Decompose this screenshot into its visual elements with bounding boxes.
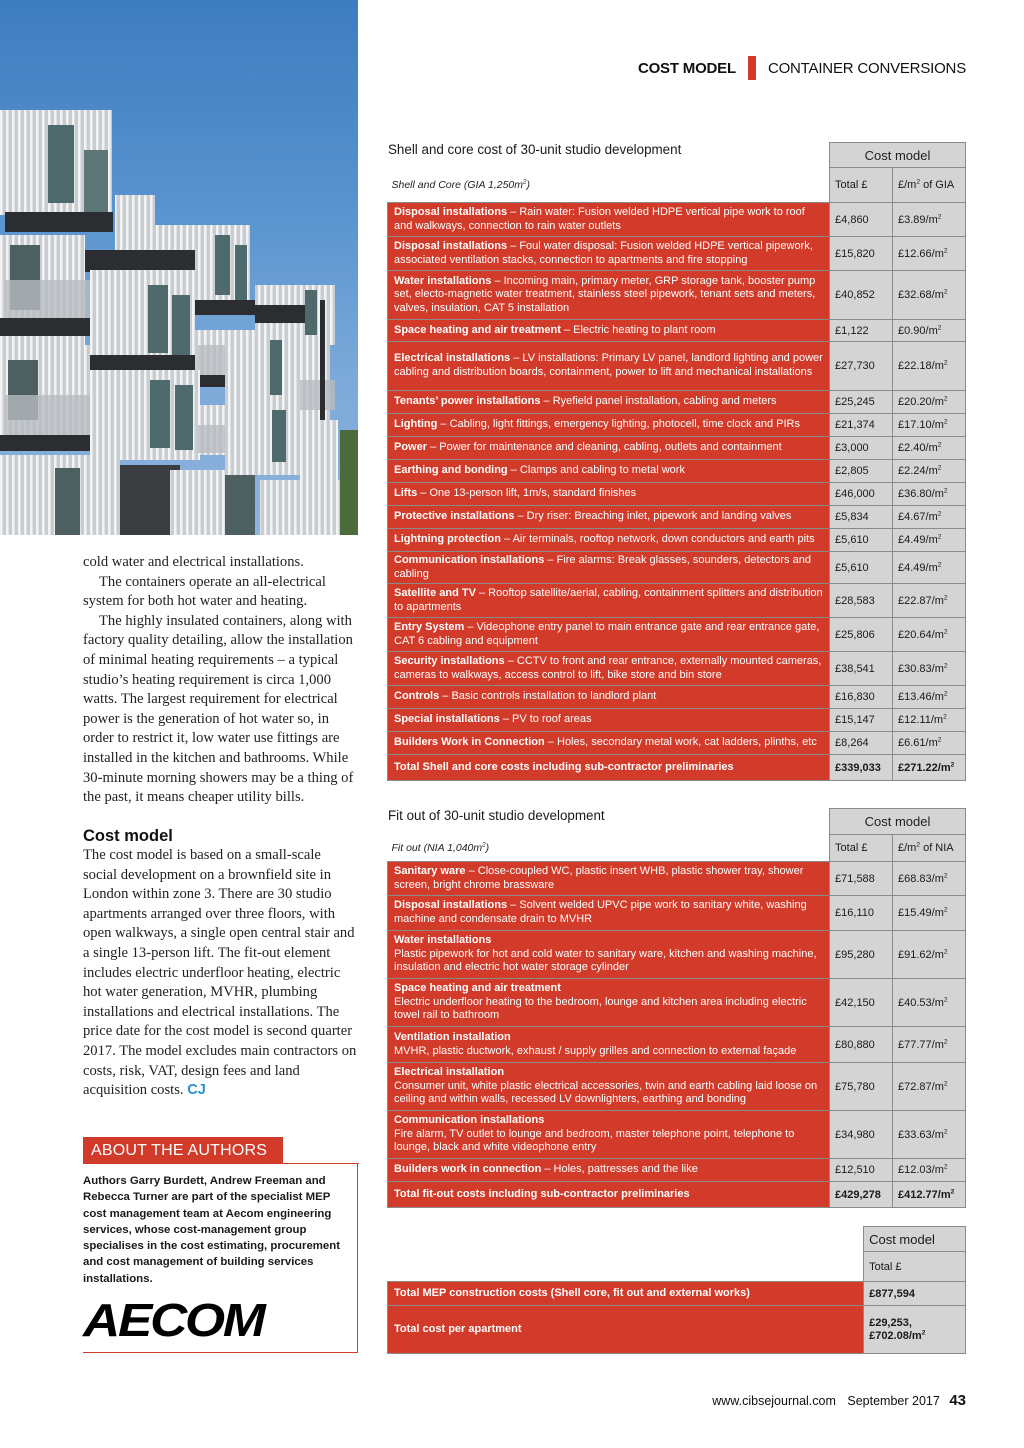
item-detail: Air terminals, rooftop network, down conductors and earth pits <box>512 533 815 546</box>
item-total: £15,147 <box>830 709 893 732</box>
rate-value: £32.68/m <box>898 289 944 301</box>
item-total: £4,860 <box>830 203 893 237</box>
body-paragraph: The containers operate an all-electrical system for both hot water and heating. <box>83 573 326 610</box>
item-description: Controls – Basic controls installation to landlord plant <box>388 686 830 709</box>
rate-sup: 2 <box>950 1187 955 1195</box>
summary-label: Total cost per apartment <box>388 1306 864 1354</box>
item-total: £15,820 <box>830 237 893 271</box>
item-total: £75,780 <box>830 1063 893 1111</box>
item-rate <box>893 271 966 320</box>
item-detail: Fire alarm, TV outlet to lounge and bedroom, master telephone point, telephone to lounge, black and white videophone entry <box>394 1127 795 1154</box>
item-description: Disposal installations – Solvent welded UPVC pipe work to sanitary white, washing machine and condensate drain to MVHR <box>388 896 830 931</box>
rate-value: £68.83/m <box>898 872 944 885</box>
item-name: Entry System <box>394 621 465 634</box>
rate-value: £30.83/m <box>898 662 944 675</box>
item-rate <box>893 391 966 414</box>
item-total: £40,852 <box>830 271 893 320</box>
summary-value: £877,594 <box>864 1282 966 1306</box>
item-total: £8,264 <box>830 732 893 755</box>
rate-sup: 2 <box>943 246 948 254</box>
grand-total-rate <box>893 755 966 781</box>
item-detail: Cabling, light fittings, emergency lighting, photocell, time clock and PIRs <box>449 418 800 431</box>
rate-value: £20.64/m <box>898 628 944 641</box>
rate-sup: 2 <box>943 418 948 426</box>
item-name: Earthing and bonding <box>394 464 508 477</box>
table-row <box>388 237 966 271</box>
fitout-table-body <box>388 862 966 1208</box>
table-row <box>388 320 966 342</box>
rate-value: £2.40/m <box>898 442 938 454</box>
item-detail: Plastic pipework for hot and cold water to sanitary ware, kitchen and washing machine, insulation and electric hot water storage cylinder <box>394 947 817 974</box>
rate-sup: 2 <box>943 1079 948 1087</box>
area-close: ) <box>485 841 490 854</box>
item-rate <box>893 584 966 618</box>
item-total: £25,806 <box>830 618 893 652</box>
item-name: Water installations <box>394 274 492 287</box>
rate-sup: 2 <box>943 487 948 495</box>
item-total: £21,374 <box>830 414 893 437</box>
rate-sup: 2 <box>937 441 942 449</box>
item-detail: PV to roof areas <box>512 713 592 726</box>
item-description: Electrical installations – LV installations: Primary LV panel, landlord lighting and power cabling and distribution boards, containment, power to lift and mechanical installations <box>388 342 830 391</box>
item-rate <box>893 979 966 1027</box>
item-description: Entry System – Videophone entry panel to main entrance gate and rear entrance gate, CAT 6 cabling and equipment <box>388 618 830 652</box>
item-description: Earthing and bonding – Clamps and cabling to metal work <box>388 460 830 483</box>
rate-sup: 2 <box>950 761 955 769</box>
rate-value: £15.49/m <box>898 907 944 919</box>
item-detail: Ryefield panel installation, cabling and meters <box>552 395 777 408</box>
item-detail: Rain water: Fusion welded HDPE vertical pipe work to roof and walkways, connection to rain water outlets <box>394 205 805 232</box>
item-description <box>388 1027 830 1063</box>
item-rate <box>893 506 966 529</box>
table-row <box>388 1159 966 1182</box>
item-rate <box>893 237 966 271</box>
container-building-illustration <box>0 0 358 535</box>
rate-suffix: of NIA <box>920 842 954 854</box>
table-row <box>388 483 966 506</box>
item-rate <box>893 342 966 391</box>
table-row <box>388 1111 966 1159</box>
item-description: Lighting – Cabling, light fittings, emergency lighting, photocell, time clock and PIRs <box>388 414 830 437</box>
table-subheader-row <box>388 835 966 862</box>
item-total: £12,510 <box>830 1159 893 1182</box>
table-row <box>388 506 966 529</box>
item-name: Builders work in connection <box>394 1163 542 1176</box>
item-name: Electrical installation <box>394 1066 505 1079</box>
authors-bio: Authors Garry Burdett, Andrew Freeman and Rebecca Turner are part of the specialist MEP cost management team at Aecom engineering services, whose cost-management group specialises in the cost estimating, procurement and cost management of building services installations. <box>83 1175 341 1285</box>
table-row <box>388 529 966 552</box>
value-line-1: £29,253, <box>869 1316 912 1329</box>
item-rate <box>893 1027 966 1063</box>
cj-signoff: CJ <box>187 1082 206 1099</box>
rate-value: £13.46/m <box>898 691 944 704</box>
grand-total: £429,278 <box>830 1182 893 1208</box>
rate-sup: 2 <box>937 533 942 541</box>
item-total: £2,805 <box>830 460 893 483</box>
item-rate <box>893 552 966 584</box>
grand-total-rate <box>893 1182 966 1208</box>
item-name: Disposal installations <box>394 205 508 218</box>
cost-model-header: Cost model <box>830 809 966 835</box>
rate-value: £4.67/m <box>898 511 938 523</box>
table-row <box>388 1063 966 1111</box>
item-description <box>388 931 830 979</box>
total-label: Total Shell and core costs including sub-contractor preliminaries <box>388 755 830 781</box>
item-description <box>388 1111 830 1159</box>
item-total: £71,588 <box>830 862 893 896</box>
item-total: £16,110 <box>830 896 893 931</box>
page-footer <box>712 1392 966 1409</box>
item-description: Communication installations – Fire alarms: Break glasses, sounders, detectors and cabling <box>388 552 830 584</box>
rate-sup: 2 <box>943 1163 948 1171</box>
item-name: Power <box>394 441 428 454</box>
item-detail: Basic controls installation to landlord plant <box>451 690 657 703</box>
area-label <box>388 168 830 203</box>
item-rate <box>893 652 966 686</box>
table-row <box>388 203 966 237</box>
item-rate <box>893 203 966 237</box>
item-rate <box>893 896 966 931</box>
cost-model-header: Cost model <box>830 143 966 168</box>
item-total: £46,000 <box>830 483 893 506</box>
item-description: Lightning protection – Air terminals, rooftop network, down conductors and earth pits <box>388 529 830 552</box>
rate-value: £22.18/m <box>898 360 944 372</box>
area-label-text: Shell and Core (GIA 1,250m <box>391 178 524 191</box>
item-detail: Electric heating to plant room <box>573 323 716 336</box>
rate-suffix: of GIA <box>920 179 955 191</box>
item-description: Water installations – Incoming main, primary meter, GRP storage tank, booster pump set, electo-magnetic water treatment, stainless steel pipework, tenant sets and meters, valves, insulation, CAT 5 installation <box>388 271 830 320</box>
item-detail: Solvent welded UPVC pipe work to sanitary white, washing machine and condensate drain to MVHR <box>394 899 807 925</box>
item-rate <box>893 1063 966 1111</box>
table-row <box>388 686 966 709</box>
table-row <box>388 552 966 584</box>
item-rate <box>893 529 966 552</box>
container-housing-photo <box>0 0 358 535</box>
col-rate-header <box>893 835 966 862</box>
table-row <box>388 732 966 755</box>
item-detail: CCTV to front and rear entrance, externally mounted cameras, cameras to walkways, access control to lift, bike store and bin store <box>394 655 822 681</box>
item-total: £80,880 <box>830 1027 893 1063</box>
rate-value: £22.87/m <box>898 594 944 607</box>
item-description <box>388 979 830 1027</box>
summary-cost-table <box>387 1226 966 1354</box>
rate-sup: 2 <box>943 395 948 403</box>
item-description <box>388 1063 830 1111</box>
total-row <box>388 1182 966 1208</box>
rate-value: £77.77/m <box>898 1038 944 1051</box>
rate-sup: 2 <box>916 841 921 849</box>
rate-sup: 2 <box>943 1127 948 1135</box>
rate-sup: 2 <box>937 510 942 518</box>
item-description: Sanitary ware – Close-coupled WC, plastic insert WHB, plastic shower tray, shower screen, bright chrome brassware <box>388 862 830 896</box>
item-name: Communication installations <box>394 554 545 566</box>
item-detail: LV installations: Primary LV panel, landlord lighting and power cabling and distribution boards, containment, power to lift and mechanical installations <box>394 352 823 378</box>
item-detail: Power for maintenance and cleaning, cabling, outlets and containment <box>439 441 782 454</box>
item-total: £28,583 <box>830 584 893 618</box>
rate-unit: £/m <box>898 842 917 854</box>
table-row <box>388 618 966 652</box>
item-rate <box>893 414 966 437</box>
summary-label: Total MEP construction costs (Shell core, fit out and external works) <box>388 1282 864 1306</box>
item-description: Lifts – One 13-person lift, 1m/s, standard finishes <box>388 483 830 506</box>
section-label: COST MODEL <box>637 59 736 77</box>
item-rate <box>893 460 966 483</box>
item-total: £25,245 <box>830 391 893 414</box>
item-detail: Fire alarms: Break glasses, sounders, detectors and cabling <box>394 554 811 580</box>
item-total: £1,122 <box>830 320 893 342</box>
item-total: £38,541 <box>830 652 893 686</box>
item-total: £42,150 <box>830 979 893 1027</box>
item-name: Protective installations <box>394 510 515 523</box>
rate-sup: 2 <box>937 560 942 568</box>
shell-core-cost-table <box>387 142 966 781</box>
rate-sup: 2 <box>943 690 948 698</box>
table-subheader-row <box>388 168 966 203</box>
table-row <box>388 652 966 686</box>
issue-date: September 2017 <box>847 1394 940 1408</box>
page-number: 43 <box>949 1392 966 1409</box>
item-name: Electrical installations <box>394 352 511 365</box>
rate-sup: 2 <box>943 288 948 296</box>
item-description: Builders work in connection – Holes, pattresses and the like <box>388 1159 830 1182</box>
body-paragraph: The highly insulated containers, along with factory quality detailing, allow the installation of minimal heating requirements – a typical studio’s heating requirement is circa 1,000 watts. The largest requirement for electrical power is the generation of hot water so, in order to restrict it, low water use fittings are installed in the kitchen and bathrooms. While 30-minute morning showers may be a thing of the past, it means cheaper utility bills. <box>83 612 354 806</box>
rate-value: £72.87/m <box>898 1080 944 1093</box>
rate-value: £91.62/m <box>898 948 944 961</box>
table-row <box>388 391 966 414</box>
rate-sup: 2 <box>916 178 921 186</box>
item-name: Satellite and TV <box>394 587 476 600</box>
item-rate <box>893 862 966 896</box>
item-name: Space heating and air treatment <box>394 323 561 336</box>
rate-value: £17.10/m <box>898 419 944 431</box>
item-description: Protective installations – Dry riser: Breaching inlet, pipework and landing valves <box>388 506 830 529</box>
total-row <box>388 755 966 781</box>
summary-row <box>388 1306 966 1354</box>
item-name: Security installations <box>394 655 505 668</box>
article-body-continued <box>83 553 358 808</box>
item-detail: Holes, pattresses and the like <box>553 1163 698 1176</box>
item-total: £5,610 <box>830 552 893 584</box>
rate-sup: 2 <box>943 1037 948 1045</box>
item-total: £27,730 <box>830 342 893 391</box>
item-total: £5,610 <box>830 529 893 552</box>
rate-value: £6.61/m <box>898 737 938 750</box>
item-description: Tenants’ power installations – Ryefield panel installation, cabling and meters <box>388 391 830 414</box>
table-row <box>388 342 966 391</box>
item-name: Lighting <box>394 418 438 431</box>
journal-url: www.cibsejournal.com <box>712 1394 836 1408</box>
header-divider-bar <box>748 56 756 80</box>
cost-model-text: The cost model is based on a small-scale social development on a brownfield site in London within zone 3. There are 30 studio apartments arranged over three floors, with open walkways, a single open central stair and a single 13-person lift. The fit-out element includes electric underfloor heating, electric hot water generation, MVHR, plumbing installations and electrical installations. The price date for the cost model is second quarter 2017. The model excludes main contractors on costs, risk, VAT, design fees and land acquisition costs. <box>83 847 357 1099</box>
summary-row <box>388 1282 966 1306</box>
table-row <box>388 437 966 460</box>
item-name: Lightning protection <box>394 533 501 546</box>
rate-value: £2.24/m <box>898 465 938 477</box>
rate-sup: 2 <box>943 662 948 670</box>
item-description: Satellite and TV – Rooftop satellite/aerial, cabling, containment splitters and distribution to apartments <box>388 584 830 618</box>
value-line-2: £702.08/m <box>869 1329 922 1342</box>
rate-unit: £/m <box>898 179 917 191</box>
item-description: Disposal installations – Rain water: Fusion welded HDPE vertical pipe work to roof and walkways, connection to rain water outlets <box>388 203 830 237</box>
item-description: Disposal installations – Foul water disposal: Fusion welded HDPE vertical pipework, associated ventilation stacks, connection to apartments and fire stopping <box>388 237 830 271</box>
item-total: £95,280 <box>830 931 893 979</box>
item-detail: One 13-person lift, 1m/s, standard finishes <box>429 487 637 500</box>
rate-sup: 2 <box>943 628 948 636</box>
item-rate <box>893 1111 966 1159</box>
item-description: Special installations – PV to roof areas <box>388 709 830 732</box>
area-sup: 2 <box>482 841 486 849</box>
rate-value: £12.11/m <box>898 714 944 727</box>
item-rate <box>893 709 966 732</box>
table-row <box>388 931 966 979</box>
col-total-header: Total £ <box>830 168 893 203</box>
item-total: £5,834 <box>830 506 893 529</box>
item-rate <box>893 437 966 460</box>
item-total: £3,000 <box>830 437 893 460</box>
item-rate <box>893 618 966 652</box>
shell-table-title: Shell and core cost of 30-unit studio development <box>388 142 682 157</box>
item-name: Ventilation installation <box>394 1030 511 1043</box>
total-label: Total fit-out costs including sub-contractor preliminaries <box>388 1182 830 1208</box>
about-the-authors-box <box>83 1137 358 1353</box>
running-header <box>638 56 966 80</box>
item-detail: Close-coupled WC, plastic insert WHB, plastic shower tray, shower screen, bright chrome brassware <box>394 864 804 891</box>
area-label <box>388 835 830 862</box>
rate-sup: 2 <box>943 906 948 914</box>
table-row <box>388 896 966 931</box>
body-paragraph: cold water and electrical installations. <box>83 554 304 570</box>
rate-value: £4.49/m <box>898 561 938 574</box>
item-description: Power – Power for maintenance and cleaning, cabling, outlets and containment <box>388 437 830 460</box>
item-name: Communication installations <box>394 1114 545 1127</box>
cost-model-header: Cost model <box>864 1227 966 1252</box>
rate-sup: 2 <box>943 594 948 602</box>
about-authors-heading: ABOUT THE AUTHORS <box>83 1137 283 1164</box>
area-close: ) <box>526 178 531 191</box>
table-row <box>388 709 966 732</box>
rate-value: £271.22/m <box>898 761 951 774</box>
item-name: Special installations <box>394 713 500 726</box>
rate-value: £12.03/m <box>898 1164 944 1176</box>
item-detail: Holes, secondary metal work, cat ladders, plinths, etc <box>557 736 817 749</box>
item-detail: Clamps and cabling to metal work <box>519 464 685 477</box>
col-total-header: Total £ <box>864 1252 966 1282</box>
item-detail: Electric underfloor heating to the bedroom, lounge and kitchen area including electric towel rail to bathroom <box>394 995 807 1022</box>
item-total: £34,980 <box>830 1111 893 1159</box>
rate-sup: 2 <box>943 713 947 721</box>
item-description: Space heating and air treatment – Electric heating to plant room <box>388 320 830 342</box>
table-subheader-row <box>388 1252 966 1282</box>
cost-model-section <box>83 826 358 1101</box>
item-rate <box>893 1159 966 1182</box>
rate-value: £33.63/m <box>898 1128 944 1141</box>
item-name: Controls <box>394 690 440 703</box>
fitout-table-title: Fit out of 30-unit studio development <box>388 808 605 823</box>
topic-label: CONTAINER CONVERSIONS <box>767 59 966 77</box>
item-detail: Videophone entry panel to main entrance gate and rear entrance gate, CAT 6 cabling and equipment <box>394 621 820 647</box>
item-rate <box>893 483 966 506</box>
table-row <box>388 584 966 618</box>
rate-value: £20.20/m <box>898 396 944 408</box>
item-name: Disposal installations <box>394 899 508 912</box>
rate-sup: 2 <box>937 736 942 744</box>
aecom-logo: AECOM <box>83 1294 264 1346</box>
rate-value: £412.77/m <box>898 1188 951 1201</box>
rate-value: £40.53/m <box>898 996 944 1009</box>
shell-table-body <box>388 203 966 781</box>
table-header-row <box>388 1227 966 1252</box>
rate-sup: 2 <box>937 464 942 472</box>
item-detail: Dry riser: Breaching inlet, pipework and landing valves <box>526 510 792 523</box>
table-row <box>388 1027 966 1063</box>
item-description: Builders Work in Connection – Holes, secondary metal work, cat ladders, plinths, etc <box>388 732 830 755</box>
rate-sup: 2 <box>943 359 948 367</box>
table-row <box>388 271 966 320</box>
rate-value: £36.80/m <box>898 488 944 500</box>
item-name: Tenants’ power installations <box>394 395 541 408</box>
rate-value: £0.90/m <box>898 324 938 337</box>
summary-value <box>864 1306 966 1354</box>
item-name: Sanitary ware <box>394 864 466 877</box>
rate-sup: 2 <box>937 323 942 331</box>
item-total: £16,830 <box>830 686 893 709</box>
col-total-header: Total £ <box>830 835 893 862</box>
item-name: Disposal installations <box>394 239 508 252</box>
item-rate <box>893 320 966 342</box>
item-description: Security installations – CCTV to front and rear entrance, externally mounted cameras, cameras to walkways, access control to lift, bike store and bin store <box>388 652 830 686</box>
item-detail: Incoming main, primary meter, GRP storage tank, booster pump set, electo-magnetic water treatment, stainless steel pipework, tenant sets and meters, valves, insulation, CAT 5 installation <box>394 274 816 314</box>
table-header-row <box>388 143 966 168</box>
item-name: Lifts <box>394 487 418 500</box>
col-rate-header <box>893 168 966 203</box>
item-name: Builders Work in Connection <box>394 736 545 749</box>
item-rate <box>893 732 966 755</box>
item-detail: Foul water disposal: Fusion welded HDPE vertical pipework, associated ventilation stacks, connection to apartments and fire stopping <box>394 239 813 266</box>
item-name: Space heating and air treatment <box>394 982 561 995</box>
item-detail: Rooftop satellite/aerial, cabling, containment splitters and distribution to apartments <box>394 587 823 613</box>
table-row <box>388 979 966 1027</box>
area-sup: 2 <box>523 178 527 186</box>
item-detail: Consumer unit, white plastic electrical accessories, twin and earth cabling laid loose on ceiling and within walls, recessed LV downlighters, earthing and bonding <box>394 1079 818 1106</box>
rate-sup: 2 <box>943 995 948 1003</box>
cost-model-heading: Cost model <box>83 827 173 845</box>
rate-sup: 2 <box>937 212 942 220</box>
item-rate <box>893 686 966 709</box>
grand-total: £339,033 <box>830 755 893 781</box>
cost-model-paragraph <box>83 846 358 1101</box>
rate-sup: 2 <box>921 1328 926 1336</box>
item-name: Water installations <box>394 934 492 947</box>
rate-value: £4.49/m <box>898 534 938 546</box>
rate-sup: 2 <box>943 871 948 879</box>
area-label-text: Fit out (NIA 1,040m <box>391 841 483 854</box>
item-rate <box>893 931 966 979</box>
rate-value: £12.66/m <box>898 247 944 260</box>
item-detail: MVHR, plastic ductwork, exhaust / supply grilles and connection to external façade <box>394 1044 797 1057</box>
rate-sup: 2 <box>943 947 948 955</box>
table-row <box>388 414 966 437</box>
table-row <box>388 862 966 896</box>
fitout-cost-table <box>387 808 966 1208</box>
rate-value: £3.89/m <box>898 213 938 226</box>
table-row <box>388 460 966 483</box>
table-header-row <box>388 809 966 835</box>
